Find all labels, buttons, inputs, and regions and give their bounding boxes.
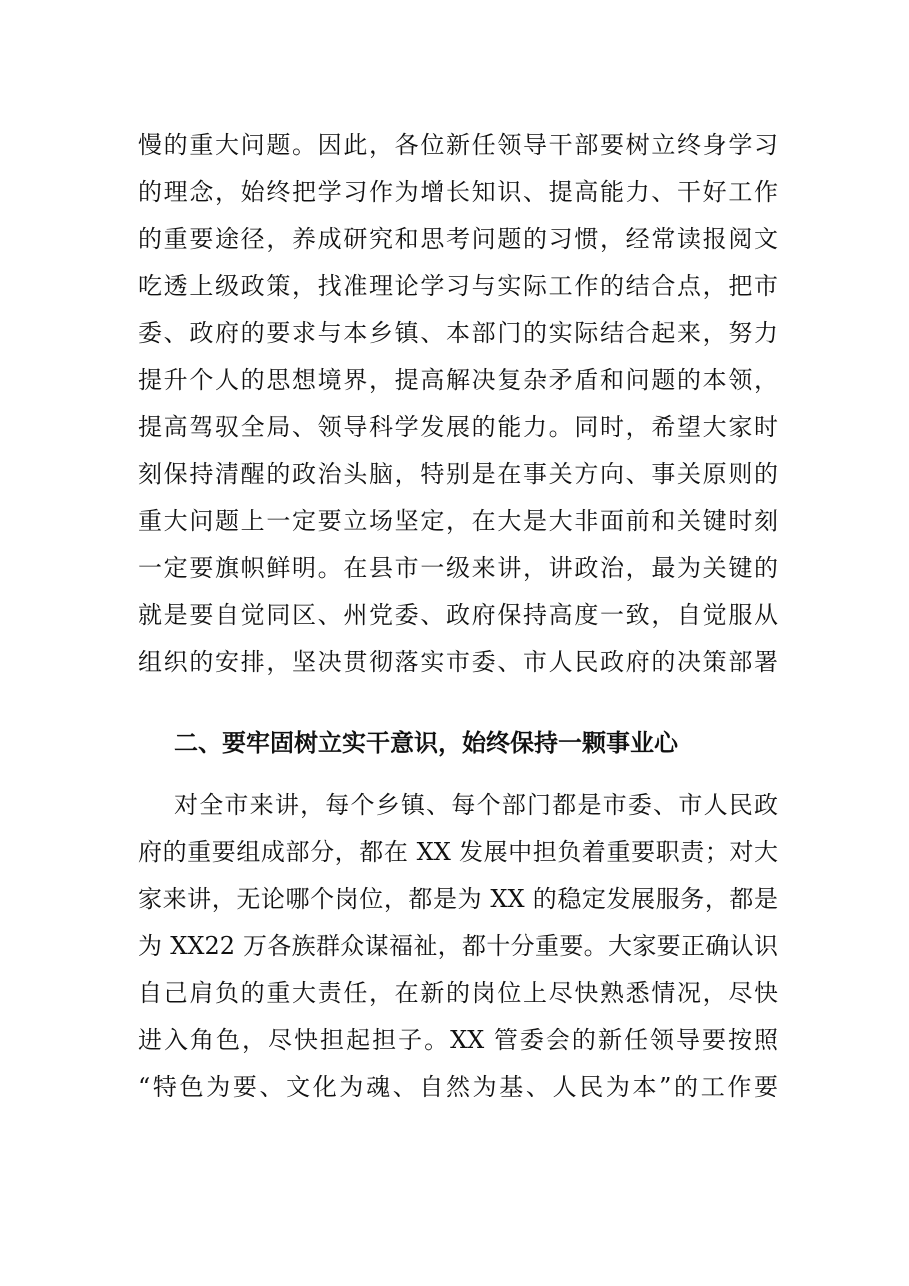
section2-heading: 二、要牢固树立实干意识，始终保持一颗事业心 [174,729,678,757]
paragraph1-line-7: 提高驾驭全局、领导科学发展的能力。同时，希望大家时 [138,413,778,441]
paragraph1-line-10: 一定要旗帜鲜明。在县市一级来讲，讲政治，最为关键的 [138,554,778,582]
paragraph1-line-8: 刻保持清醒的政治头脑，特别是在事关方向、事关原则的 [138,460,778,488]
paragraph1-line-4: 吃透上级政策，找准理论学习与实际工作的结合点，把市 [138,272,778,300]
section2-line-4: 为 XX22 万各族群众谋福祉，都十分重要。大家要正确认识 [138,932,778,960]
section2-line-5: 自己肩负的重大责任，在新的岗位上尽快熟悉情况，尽快 [138,979,778,1007]
paragraph1-line-11: 就是要自觉同区、州党委、政府保持高度一致，自觉服从 [138,601,778,629]
paragraph1-line-5: 委、政府的要求与本乡镇、本部门的实际结合起来，努力 [138,319,778,347]
paragraph1-line-2: 的理念，始终把学习作为增长知识、提高能力、干好工作 [138,178,778,206]
paragraph1-line-6: 提升个人的思想境界，提高解决复杂矛盾和问题的本领， [138,366,778,394]
paragraph1-line-9: 重大问题上一定要立场坚定，在大是大非面前和关键时刻 [138,507,778,535]
paragraph1-line-3: 的重要途径，养成研究和思考问题的习惯，经常读报阅文 [138,225,778,253]
section2-line-6: 进入角色，尽快担起担子。XX 管委会的新任领导要按照 [138,1026,778,1054]
paragraph1-line-12: 组织的安排，坚决贯彻落实市委、市人民政府的决策部署 [138,648,778,676]
section2-line-1: 对全市来讲，每个乡镇、每个部门都是市委、市人民政 [174,791,778,819]
section2-line-7: “特色为要、文化为魂、自然为基、人民为本”的工作要 [138,1073,778,1101]
section2-line-2: 府的重要组成部分，都在 XX 发展中担负着重要职责；对大 [138,838,778,866]
section2-line-3: 家来讲，无论哪个岗位，都是为 XX 的稳定发展服务，都是 [138,885,778,913]
paragraph1-line-1: 慢的重大问题。因此，各位新任领导干部要树立终身学习 [138,131,778,159]
